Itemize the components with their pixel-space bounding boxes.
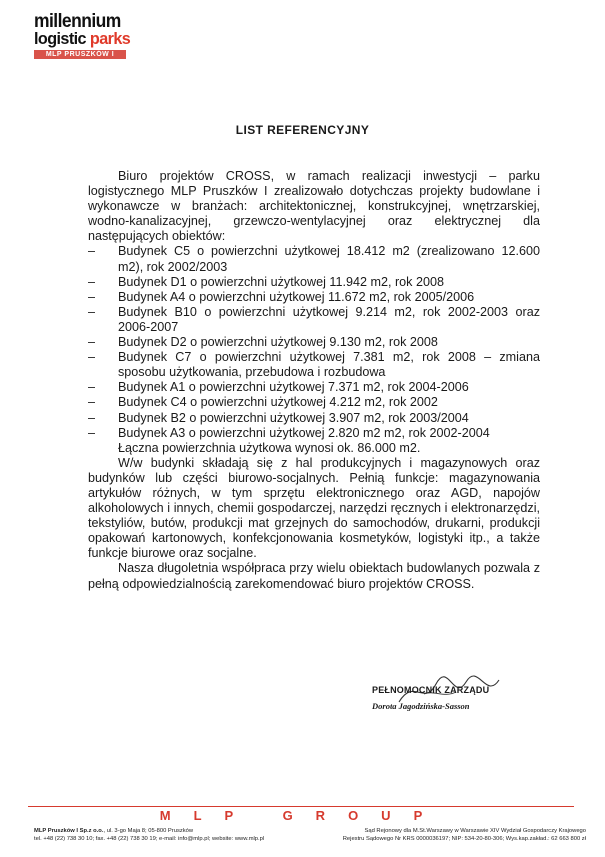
dash-bullet: –	[88, 274, 96, 289]
building-item	[88, 395, 540, 410]
footer-contact	[34, 827, 314, 843]
footer-company-name: MLP Pruszków I Sp.z o.o.	[34, 828, 104, 834]
footer-divider	[28, 806, 574, 807]
building-text: Budynek A1 o powierzchni użytkowej 7.371 m2, rok 2004-2006	[118, 380, 469, 395]
building-item	[88, 411, 540, 426]
dash-bullet: –	[88, 350, 96, 365]
logo-text-parks: parks	[89, 29, 131, 48]
footer-address-text: , ul. 3-go Maja 8; 05-800 Pruszków	[103, 828, 194, 834]
footer-brand: MLP GROUP	[159, 808, 446, 823]
logo-badge: MLP PRUSZKÓW I	[34, 50, 126, 59]
signature-name: Dorota Jagodzińska-Sasson	[372, 701, 470, 711]
building-item	[88, 426, 540, 441]
building-text: Budynek A4 o powierzchni użytkowej 11.672 m2, rok 2005/2006	[118, 289, 475, 304]
signature-title: PEŁNOMOCNIK ZARZĄDU	[372, 685, 490, 695]
footer-krs: Rejestru Sądowego Nr KRS 0000036197; NIP: 534-20-80-306; Wys.kap.zakład.: 62 663 800 zł	[342, 836, 586, 842]
building-text: Budynek D2 o powierzchni użytkowej 9.130 m2, rok 2008	[118, 335, 438, 350]
building-item	[88, 350, 540, 380]
building-item	[88, 275, 540, 290]
recommendation-paragraph: Nasza długoletnia współpraca przy wielu obiektach budowlanych pozwala z pełną odpowiedzialnością zarekomendować biuro projektów CROSS.	[88, 561, 540, 591]
building-text: Budynek A3 o powierzchni użytkowej 2.820 m2 m2, rok 2002-2004	[118, 425, 490, 440]
building-item	[88, 380, 540, 395]
building-text: Budynek C7 o powierzchni użytkowej 7.381 m2, rok 2008 – zmiana sposobu użytkowania, przebudowa i rozbudowa	[118, 350, 540, 380]
logo-text-line2	[34, 29, 131, 48]
dash-bullet: –	[88, 304, 96, 319]
logo-text-logistic: logistic	[34, 29, 90, 48]
buildings-list	[88, 244, 540, 440]
footer-phone-email: tel. +48 (22) 738 30 10; fax. +48 (22) 738 30 19; e-mail: info@mlp.pl; website: www.mlp.pl	[34, 836, 265, 842]
intro-paragraph: Biuro projektów CROSS, w ramach realizacji inwestycji – parku logistycznego MLP Pruszków I zrealizowało dotychczas projekty budowlane i wykonawcze w branżach: architektonicznej, konstrukcyjnej, wnętrzarskiej, wodno-kanalizacyjnej, grzewczo-wentylacyjnej oraz elektrycznej dla następujących obiektów:	[88, 169, 540, 244]
building-item	[88, 290, 540, 305]
building-text: Budynek B10 o powierzchni użytkowej 9.214 m2, rok 2002-2003 oraz 2006-2007	[118, 304, 540, 334]
letter-body	[88, 169, 540, 592]
building-text: Budynek B2 o powierzchni użytkowej 3.907 m2, rok 2003/2004	[118, 410, 469, 425]
document-title: LIST REFERENCYJNY	[235, 123, 370, 137]
building-item	[88, 305, 540, 335]
total-area-line: Łączna powierzchnia użytkowa wynosi ok. 86.000 m2.	[118, 440, 421, 455]
building-text: Budynek C5 o powierzchni użytkowej 18.412 m2 (zrealizowano 12.600 m2), rok 2002/2003	[118, 244, 540, 274]
dash-bullet: –	[88, 410, 96, 425]
dash-bullet: –	[88, 289, 96, 304]
dash-bullet: –	[88, 244, 96, 259]
building-item	[88, 244, 540, 274]
company-logo	[34, 11, 131, 59]
footer-address	[34, 827, 314, 835]
footer-court: Sąd Rejonowy dla M.St.Warszawy w Warszawie XIV Wydział Gospodarczy Krajowego	[364, 828, 586, 834]
functions-paragraph: W/w budynki składają się z hal produkcyjnych i magazynowych oraz budynków lub części biurowo-socjalnych. Pełnią funkcje: magazynowania artykułów różnych, w tym sprzętu elektronicznego oraz AGD, napojów alkoholowych i innych, chemii gospodarczej, narzędzi ręcznych i elektronarzędzi, tekstyliów, butów, produkcji mat grzejnych do samochodów, drukarni, produkcji opakowań kartonowych, konfekcjonowania kosmetyków, logistyki itp., a także funkcje biurowe oraz socjalne.	[88, 455, 540, 561]
footer-registry	[316, 827, 586, 843]
dash-bullet: –	[88, 395, 96, 410]
signature-block	[372, 685, 502, 711]
dash-bullet: –	[88, 425, 96, 440]
building-text: Budynek D1 o powierzchni użytkowej 11.942 m2, rok 2008	[118, 274, 444, 289]
dash-bullet: –	[88, 380, 96, 395]
logo-text-line1: millennium	[34, 11, 121, 32]
building-item	[88, 335, 540, 350]
building-text: Budynek C4 o powierzchni użytkowej 4.212 m2, rok 2002	[118, 395, 438, 410]
dash-bullet: –	[88, 335, 96, 350]
